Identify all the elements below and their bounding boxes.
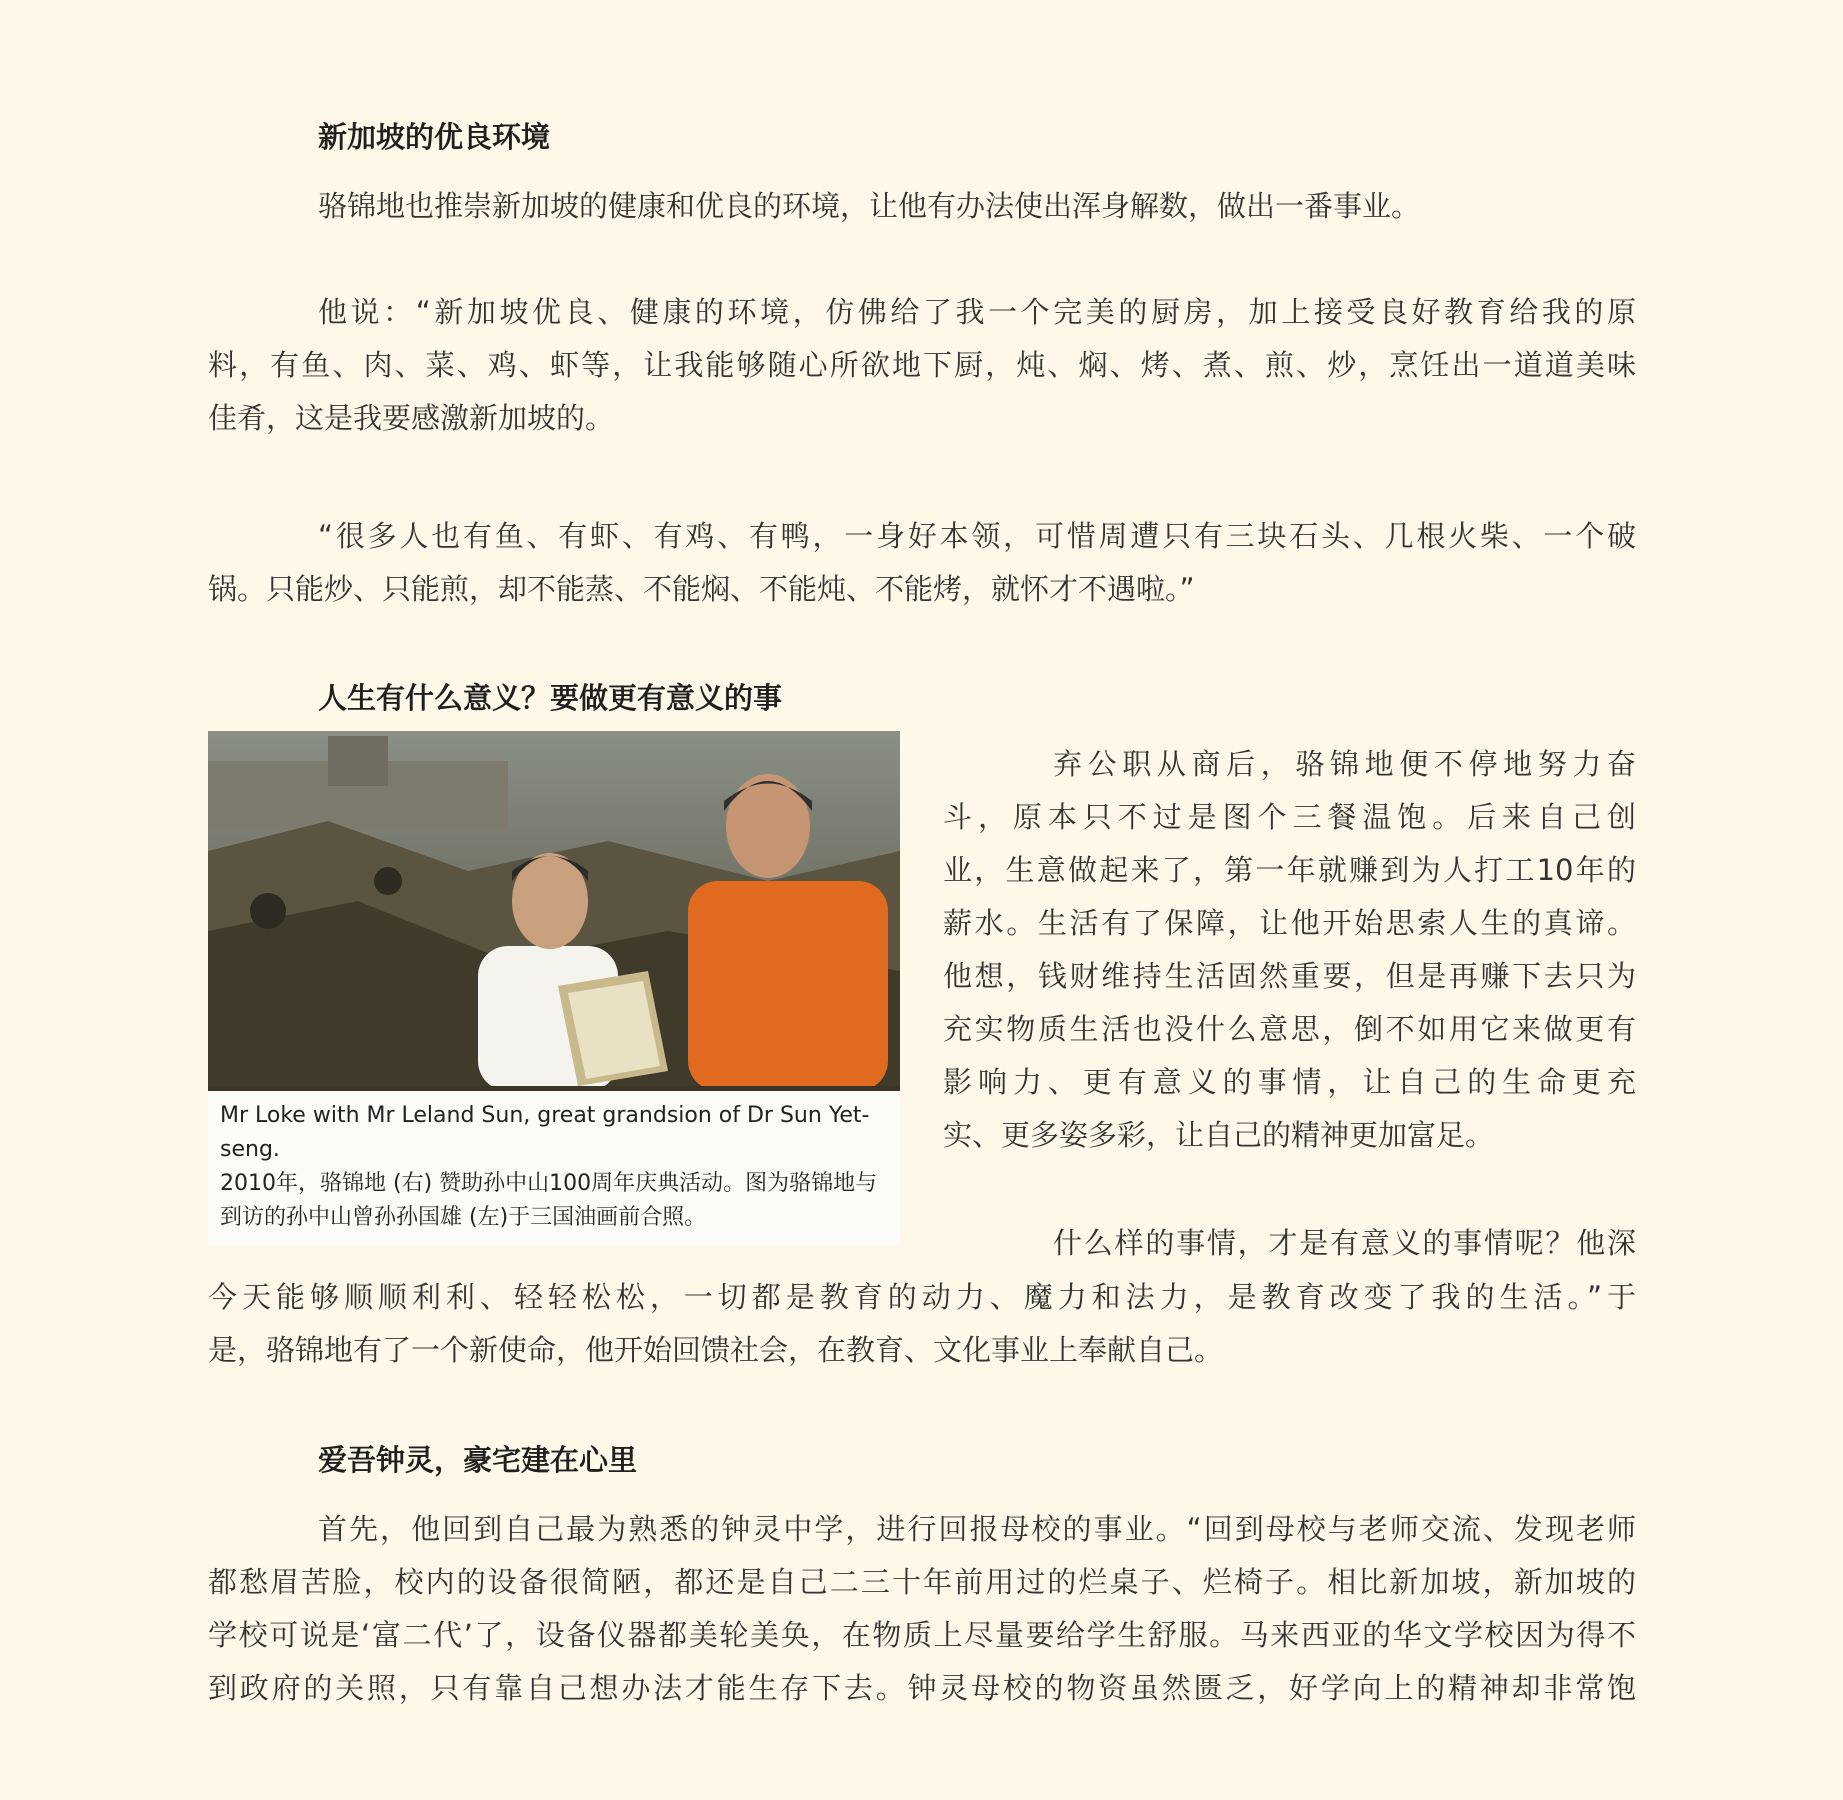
paragraph-line: 业，生意做起来了，第一年就赚到为人打工10年的 xyxy=(943,853,1636,887)
section-heading-meaning: 人生有什么意义？要做更有意义的事 xyxy=(318,681,783,715)
caption-english: Mr Loke with Mr Leland Sun, great grandsion of Dr Sun Yet-seng. xyxy=(220,1103,870,1162)
paragraph-line: 料，有鱼、肉、菜、鸡、虾等，让我能够随心所欲地下厨，炖、焖、烤、煮、煎、炒，烹饪出一道道美味 xyxy=(208,348,1636,382)
paragraph-line: 佳肴，这是我要感激新加坡的。 xyxy=(208,401,615,435)
paragraph-line: “很多人也有鱼、有虾、有鸡、有鸭，一身好本领，可惜周遭只有三块石头、几根火柴、一个破 xyxy=(318,519,1636,553)
section-heading-zhongling: 爱吾钟灵，豪宅建在心里 xyxy=(318,1443,638,1477)
paragraph-line: 到政府的关照，只有靠自己想办法才能生存下去。钟灵母校的物资虽然匮乏，好学向上的精神却非常饱 xyxy=(208,1671,1636,1705)
paragraph-line: 弃公职从商后，骆锦地便不停地努力奋 xyxy=(1053,747,1636,781)
paragraph-line: 什么样的事情，才是有意义的事情呢？他深 xyxy=(1053,1226,1636,1260)
paragraph-line: 首先，他回到自己最为熟悉的钟灵中学，进行回报母校的事业。“回到母校与老师交流、发现老师 xyxy=(318,1512,1636,1546)
paragraph-line: 斗，原本只不过是图个三餐温饱。后来自己创 xyxy=(943,800,1636,834)
paragraph-line: 骆锦地也推崇新加坡的健康和优良的环境，让他有办法使出浑身解数，做出一番事业。 xyxy=(318,189,1421,223)
paragraph-line: 充实物质生活也没什么意思，倒不如用它来做更有 xyxy=(943,1012,1636,1046)
paragraph-line: 锅。只能炒、只能煎，却不能蒸、不能焖、不能炖、不能烤，就怀才不遇啦。” xyxy=(208,572,1195,606)
paragraph-line: 是，骆锦地有了一个新使命，他开始回馈社会，在教育、文化事业上奉献自己。 xyxy=(208,1333,1224,1367)
caption-chinese: 2010年，骆锦地 (右) 赞助孙中山100周年庆典活动。图为骆锦地与到访的孙中山曾孙孙国雄 (左)于三国油画前合照。 xyxy=(220,1171,878,1230)
paragraph-line: 都愁眉苦脸，校内的设备很简陋，都还是自己二三十年前用过的烂桌子、烂椅子。相比新加坡，新加坡的 xyxy=(208,1565,1636,1599)
paragraph-line: 学校可说是‘富二代’了，设备仪器都美轮美奂，在物质上尽量要给学生舒服。马来西亚的华文学校因为得不 xyxy=(208,1618,1636,1652)
section-heading-environment: 新加坡的优良环境 xyxy=(318,120,551,154)
paragraph-line: 今天能够顺顺利利、轻轻松松，一切都是教育的动力、魔力和法力，是教育改变了我的生活。”于 xyxy=(208,1280,1636,1314)
paragraph-line: 薪水。生活有了保障，让他开始思索人生的真谛。 xyxy=(943,906,1636,940)
photo-two-men-painting xyxy=(208,731,900,1091)
paragraph-line: 实、更多姿多彩，让自己的精神更加富足。 xyxy=(943,1118,1495,1152)
photo-figure xyxy=(208,731,900,1245)
paragraph-line: 他说：“新加坡优良、健康的环境，仿佛给了我一个完美的厨房，加上接受良好教育给我的原 xyxy=(318,295,1636,329)
paragraph-line: 影响力、更有意义的事情，让自己的生命更充 xyxy=(943,1065,1636,1099)
paragraph-line: 他想，钱财维持生活固然重要，但是再赚下去只为 xyxy=(943,959,1636,993)
